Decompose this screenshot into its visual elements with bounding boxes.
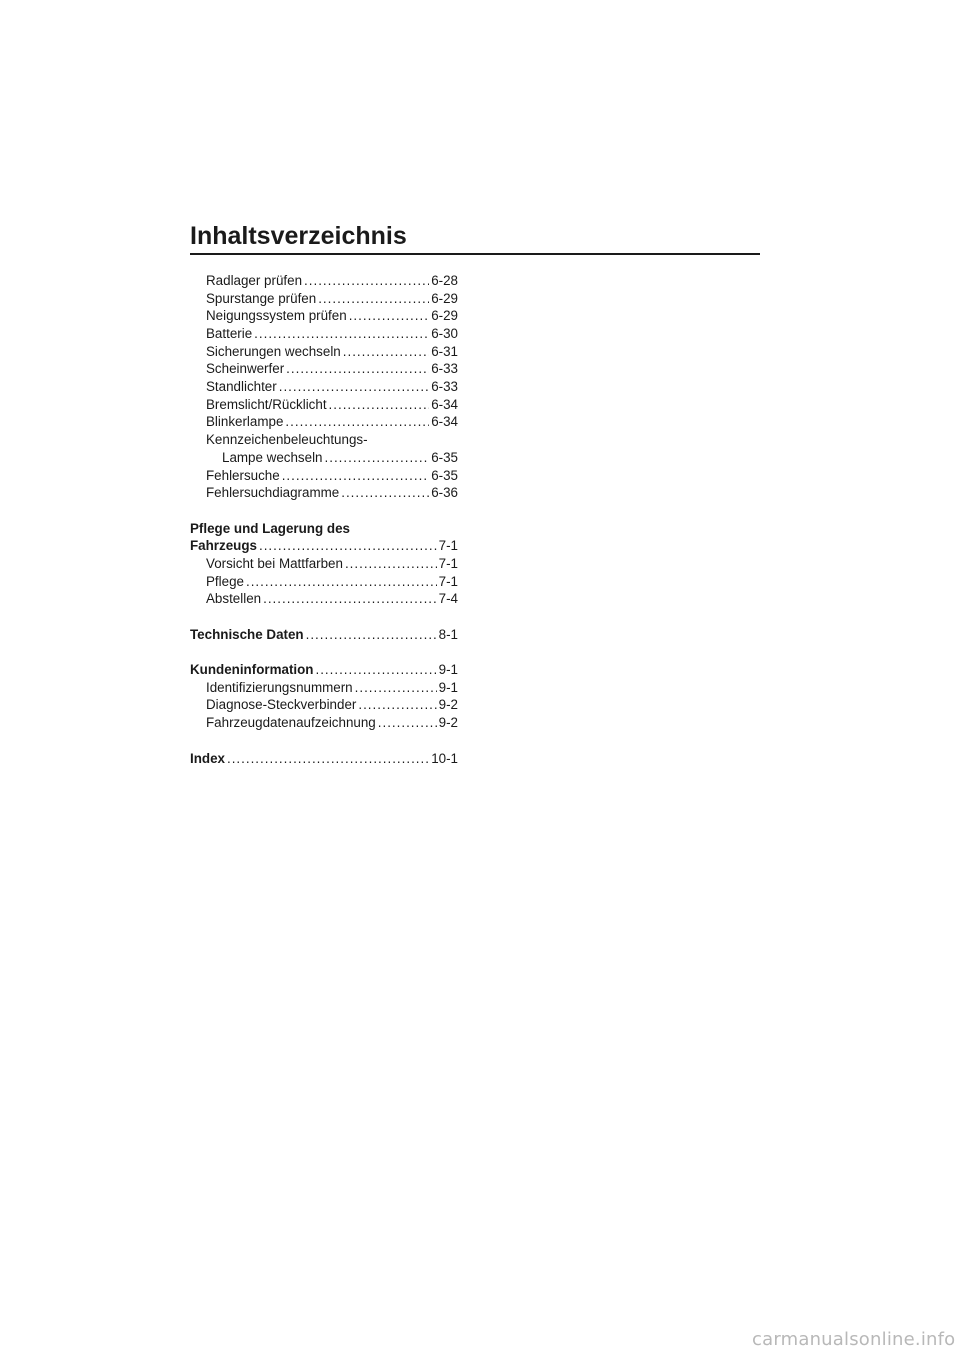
dot-leader (227, 750, 429, 768)
toc-page-number: 6-35 (431, 449, 458, 465)
toc-page-number: 9-2 (438, 715, 458, 731)
toc-entry-label: Fahrzeugs (190, 538, 257, 554)
toc-entry[interactable] (190, 272, 458, 290)
dot-leader (279, 378, 429, 396)
toc-entry[interactable] (190, 679, 458, 697)
toc-entry[interactable] (190, 307, 458, 325)
toc-entry-label: Identifizierungsnummern (206, 679, 353, 695)
toc-entry[interactable] (190, 343, 458, 361)
toc-entry-label: Lampe wechseln (222, 449, 323, 465)
dot-leader (343, 343, 429, 361)
toc-entry[interactable] (190, 414, 458, 432)
toc-spacer (190, 643, 458, 661)
dot-leader (345, 555, 437, 573)
dot-leader (286, 360, 429, 378)
toc-entry-label: Spurstange prüfen (206, 290, 317, 306)
watermark: carmanualsonline.info (752, 1329, 956, 1350)
toc-entry-label: Vorsicht bei Mattfarben (206, 555, 343, 571)
toc-page-number: 10-1 (431, 750, 458, 766)
toc-page-number: 6-28 (431, 272, 458, 288)
toc-entry-label: Diagnose-Steckverbinder (206, 697, 357, 713)
dot-leader (246, 573, 437, 591)
dot-leader (304, 272, 429, 290)
toc-entry-label: Kundeninformation (190, 662, 314, 678)
toc-entry[interactable] (190, 555, 458, 573)
toc-page-number: 9-2 (438, 697, 458, 713)
toc-entry-label: Scheinwerfer (206, 361, 285, 377)
toc-entry-label: Radlager prüfen (206, 272, 303, 288)
toc-entry[interactable] (190, 467, 458, 485)
toc-page-number: 9-1 (438, 679, 458, 695)
toc-entry[interactable] (190, 714, 458, 732)
toc-entry-label: Bremslicht/Rücklicht (206, 396, 327, 412)
toc-section-entry[interactable] (190, 750, 458, 768)
toc-page-number: 6-31 (431, 343, 458, 359)
toc-page-number: 6-34 (431, 396, 458, 412)
toc-page-number: 6-30 (431, 326, 458, 342)
toc-entry-label: Technische Daten (190, 626, 304, 642)
dot-leader (325, 449, 430, 467)
dot-leader (349, 307, 430, 325)
dot-leader (329, 396, 430, 414)
toc-entry-label: Neigungssystem prüfen (206, 308, 347, 324)
toc-section-heading: Pflege und Lagerung des (190, 520, 350, 536)
toc-spacer (190, 732, 458, 750)
toc-entry[interactable] (190, 290, 458, 308)
toc-entry[interactable] (190, 378, 458, 396)
dot-leader (318, 290, 429, 308)
table-of-contents (190, 272, 458, 767)
toc-entry-label: Sicherungen wechseln (206, 343, 341, 359)
toc-entry-label: Blinkerlampe (206, 414, 284, 430)
toc-page-number: 7-1 (438, 573, 458, 589)
dot-leader (315, 661, 436, 679)
toc-entry[interactable] (190, 573, 458, 591)
toc-page-number: 6-33 (431, 361, 458, 377)
dot-leader (282, 467, 429, 485)
dot-leader (285, 413, 429, 431)
toc-entry-label: Kennzeichenbeleuchtungs- (206, 432, 368, 448)
toc-page-number: 6-34 (431, 414, 458, 430)
dot-leader (306, 626, 437, 644)
toc-entry[interactable] (190, 325, 458, 343)
toc-spacer (190, 502, 458, 520)
toc-page-number: 6-36 (431, 485, 458, 501)
dot-leader (358, 696, 436, 714)
dot-leader (263, 590, 437, 608)
toc-spacer (190, 608, 458, 626)
toc-entry[interactable] (190, 360, 458, 378)
toc-entry-label: Fehlersuchdiagramme (206, 485, 340, 501)
toc-entry[interactable] (190, 484, 458, 502)
toc-page-number: 6-29 (431, 290, 458, 306)
title-rule (190, 253, 760, 255)
toc-page-number: 6-35 (431, 467, 458, 483)
dot-leader (355, 679, 437, 697)
toc-section-entry[interactable] (190, 626, 458, 644)
toc-section-entry[interactable] (190, 661, 458, 679)
toc-entry-label: Abstellen (206, 591, 262, 607)
toc-page-number: 7-4 (438, 591, 458, 607)
toc-page-number: 6-33 (431, 379, 458, 395)
toc-entry[interactable] (190, 449, 458, 467)
toc-page-number: 7-1 (438, 538, 458, 554)
toc-page-number: 8-1 (438, 626, 458, 642)
toc-entry-label: Fahrzeugdatenaufzeichnung (206, 715, 376, 731)
toc-entry-label: Standlichter (206, 379, 277, 395)
toc-page-number: 6-29 (431, 308, 458, 324)
toc-entry-label: Batterie (206, 326, 253, 342)
toc-entry[interactable] (190, 697, 458, 715)
toc-page-number: 7-1 (438, 555, 458, 571)
toc-entry-label: Pflege (206, 573, 244, 589)
toc-entry[interactable] (190, 396, 458, 414)
toc-entry[interactable] (190, 590, 458, 608)
dot-leader (254, 325, 429, 343)
dot-leader (259, 537, 437, 555)
toc-entry-label: Index (190, 750, 225, 766)
toc-entry-label: Fehlersuche (206, 467, 280, 483)
toc-page-number: 9-1 (438, 662, 458, 678)
dot-leader (341, 484, 429, 502)
toc-section-entry[interactable] (190, 537, 458, 555)
page-title: Inhaltsverzeichnis (190, 222, 407, 250)
dot-leader (378, 714, 437, 732)
